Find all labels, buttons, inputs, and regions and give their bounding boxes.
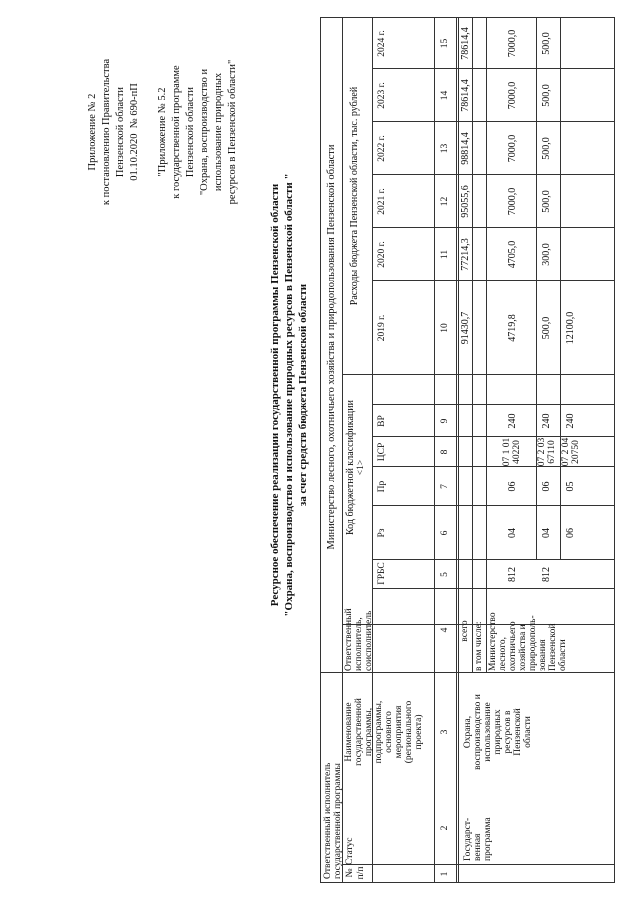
header-no: п/п xyxy=(356,866,366,880)
rotated-page: Приложение № 2 к постановлению Правительства Пензенской области 01.10.2020 № 690-пП "Приложение № 5.2 к государственной программе Пензенской области "Охрана, воспроизводство и использование природных ресурсов в Пензенской области" Ресурсное обеспечение реализации государственной программы Пензенской области "Охрана, воспроизводство и использование природных ресурсов в Пензенской области " за счет средств бюджета Пензенской области Ответственный исполнитель государственной программы Министерство лесного, охотничьего хозяйства и природопользования Пензенской области № п/п Статус Наименование государственной программы, подпрограммы, основного мероприятия (регионального проекта) Ответственный исполнитель, соисполнитель Код бюджетной классификации <1> Расходы бюджета Пензенской области, тыс. рублей ГРБС Рз Пр ЦСР ВР 2019 г. 2020 г. 2021 г. 2022 г. 2023 г. 2024 г. 1 2 3 4 5 6 7 8 9 10 11 12 13 14 15 Государст- венная программа Охрана, воспроизводство и использование природных ресурсов в Пензенской области всего 91430,7 77214,3 95055,6 98814,4 78614,4 78614,4 в том числе: Министерство лесного, охотничьего хозяйства и природополь- зования Пензенской области 812 04 06 07 1 01 40220 240 4719,8 4705,0 7000,0 7000,0 7000,0 7000,0 812 04 06 07 2 03 67110 240 500,0 300,0 500,0 500,0 500,0 500,0 06 05 07 2 04 20750 240 12100,0 xyxy=(0,0,640,905)
header-grbs: ГРБС xyxy=(377,562,387,585)
title-line: за счет средств бюджета Пензенской области xyxy=(297,283,309,507)
header-code: Код бюджетной классификации xyxy=(345,400,356,535)
header-status: Статус xyxy=(345,837,355,865)
appendix-line: к государственной программе xyxy=(171,65,182,199)
appendix-line: Пензенской области xyxy=(185,86,196,178)
title-line: "Охрана, воспроизводство и использование природных ресурсов в Пензенской области " xyxy=(283,173,295,617)
table-row-incl: в том числе: xyxy=(474,621,484,671)
title-line: Ресурсное обеспечение реализации государственной программы Пензенской области xyxy=(269,183,281,607)
appendix-line: "Охрана, воспроизводство и xyxy=(199,68,210,196)
appendix-line: Пензенской области xyxy=(115,86,126,178)
header-year: 2024 г. xyxy=(377,30,387,57)
appendix-line: 01.10.2020 № 690-пП xyxy=(129,83,140,181)
header-csr: ЦСР xyxy=(377,442,387,462)
header-resp-exec: государственной программы xyxy=(333,763,343,879)
header-year: 2020 г. xyxy=(377,241,387,268)
appendix-line: к постановлению Правительства xyxy=(101,58,112,206)
header-year: 2019 г. xyxy=(377,314,387,342)
header-year: 2023 г. xyxy=(377,82,387,109)
header-year: 2022 г. xyxy=(377,135,387,162)
header-vr: ВР xyxy=(377,415,387,427)
appendix-line: ресурсов в Пензенской области" xyxy=(227,59,238,205)
header-expenses: Расходы бюджета Пензенской области, тыс. рублей xyxy=(349,86,360,306)
header-year: 2021 г. xyxy=(377,188,387,215)
header-ministry: Министерство лесного, охотничьего хозяйства и природопользования Пензенской области xyxy=(326,144,337,550)
header-code-note: <1> xyxy=(356,459,366,476)
header-no: № xyxy=(345,868,355,878)
header-resp-exec: Ответственный исполнитель xyxy=(323,762,333,879)
appendix-line: Приложение № 2 xyxy=(87,93,98,171)
appendix-line: "Приложение № 5.2 xyxy=(157,87,168,177)
header-pr: Пр xyxy=(377,480,387,493)
appendix-line: использование природных xyxy=(213,72,224,192)
header-rz: Рз xyxy=(377,528,387,538)
